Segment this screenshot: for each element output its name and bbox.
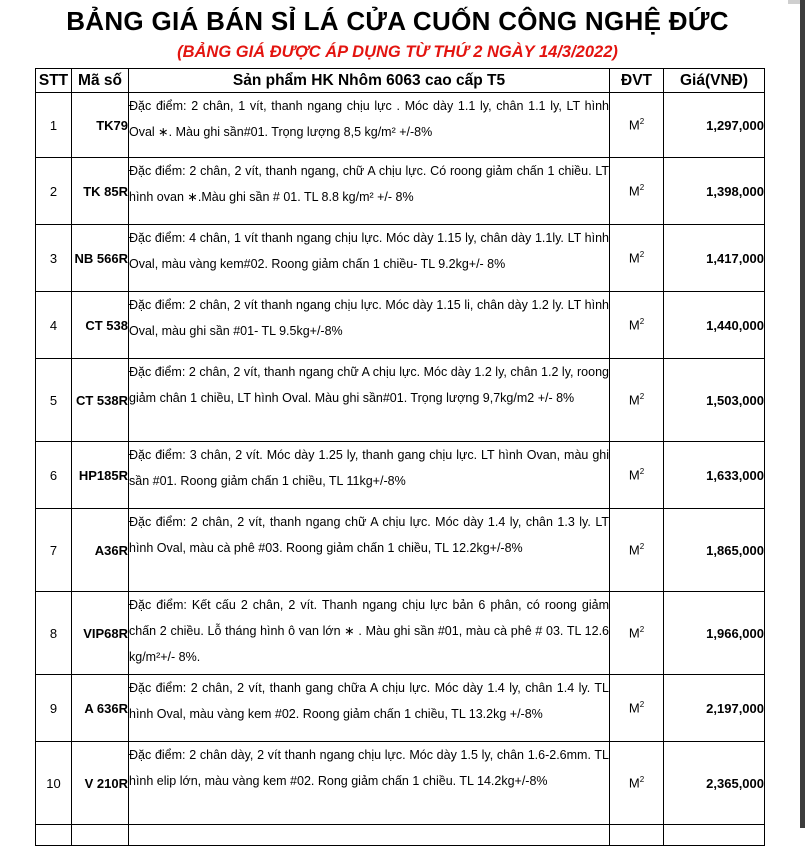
row-unit: $M^2$ (610, 93, 664, 158)
table-row (36, 292, 765, 359)
table-row (36, 675, 765, 742)
row-stt: 9 (36, 675, 72, 742)
row-code: A 636R (72, 675, 129, 742)
page-subtitle: (BẢNG GIÁ ĐƯỢC ÁP DỤNG TỪ THỨ 2 NGÀY 14/3/2022) (177, 43, 618, 61)
row-stt: 2 (36, 158, 72, 225)
header-price: Giá(VNĐ) (664, 69, 765, 93)
table-row (36, 742, 765, 825)
row-code: TK79 (72, 93, 129, 158)
row-unit: $M^2$ (610, 442, 664, 509)
row-description: Đặc điểm: 2 chân, 2 vít, thanh ngang chữ A chịu lực. Móc dày 1.4 ly, chân 1.3 ly. LT hình Oval, màu cà phê #03. Roong giảm chấn 1 chiều, TL 12.2kg+/-8% (129, 509, 610, 592)
header-stt: STT (36, 69, 72, 93)
table-row (36, 225, 765, 292)
row-description: Đặc điểm: 2 chân, 2 vít, thanh ngang chữ A chịu lực. Móc dày 1.2 ly, chân 1.2 ly, roong giảm chân 1 chiều, LT hình Oval. Màu ghi sần#01. Trọng lượng 9,7kg/m2 +/- 8% (129, 359, 610, 442)
row-price: 1,297,000 (664, 93, 765, 158)
table-row (36, 592, 765, 675)
row-unit: $M^2$ (610, 509, 664, 592)
row-code: CT 538 (72, 292, 129, 359)
row-price: 1,503,000 (664, 359, 765, 442)
table-header-row (36, 69, 765, 93)
table-row (36, 442, 765, 509)
row-description: Đặc điểm: 3 chân, 2 vít. Móc dày 1.25 ly, thanh gang chịu lực. LT hình Ovan, màu ghi sần #01. Roong giảm chấn 1 chiều, TL 11kg+/-8% (129, 442, 610, 509)
row-code: VIP68R (72, 592, 129, 675)
row-description: Đặc điểm: 4 chân, 1 vít thanh ngang chịu lực. Móc dày 1.15 ly, chân dày 1.1ly. LT hình Oval, màu vàng kem#02. Roong giảm chấn 1 chiều- TL 9.2kg+/- 8% (129, 225, 610, 292)
page-edge (800, 0, 805, 828)
header-product: Sản phẩm HK Nhôm 6063 cao cấp T5 (129, 69, 610, 93)
header-code: Mã số (72, 69, 129, 93)
row-description: Đặc điểm: 2 chân dày, 2 vít thanh ngang chịu lực. Móc dày 1.5 ly, chân 1.6-2.6mm. TL hình elip lớn, màu vàng kem #02. Rong giảm chấn 1 chiều. TL 14.2kg+/-8% (129, 742, 610, 825)
row-unit: $M^2$ (610, 592, 664, 675)
row-stt: 7 (36, 509, 72, 592)
table-row (36, 509, 765, 592)
page-title: BẢNG GIÁ BÁN SỈ LÁ CỬA CUỐN CÔNG NGHỆ ĐỨC (66, 6, 729, 36)
row-stt: 3 (36, 225, 72, 292)
row-stt: 6 (36, 442, 72, 509)
row-price: 2,365,000 (664, 742, 765, 825)
table-row (36, 359, 765, 442)
row-price: 1,633,000 (664, 442, 765, 509)
row-description: Đặc điểm: 2 chân, 2 vít thanh ngang chịu lực. Móc dày 1.15 li, chân dày 1.2 ly. LT hình Oval, màu ghi sần #01- TL 9.5kg+/-8% (129, 292, 610, 359)
row-stt: 8 (36, 592, 72, 675)
row-description: Đặc điểm: Kết cấu 2 chân, 2 vít. Thanh ngang chịu lực bản 6 phân, có roong giảm chấn 2 chiều. Lỗ tháng hình ô van lớn ∗ . Màu ghi sần #01, màu cà phê # 03. TL 12.6 kg/m²+/- 8%. (129, 592, 610, 675)
header-unit: ĐVT (610, 69, 664, 93)
row-unit: $M^2$ (610, 742, 664, 825)
row-stt: 10 (36, 742, 72, 825)
price-table (35, 68, 765, 846)
table-row (36, 93, 765, 158)
row-description: Đặc điểm: 2 chân, 1 vít, thanh ngang chịu lực . Móc dày 1.1 ly, chân 1.1 ly, LT hình Oval ∗. Màu ghi sần#01. Trọng lượng 8,5 kg/m² +/-8% (129, 93, 610, 158)
row-code: CT 538R (72, 359, 129, 442)
row-price: 1,966,000 (664, 592, 765, 675)
row-stt: 5 (36, 359, 72, 442)
row-code: NB 566R (72, 225, 129, 292)
row-unit: $M^2$ (610, 292, 664, 359)
row-price: 1,398,000 (664, 158, 765, 225)
row-price: 1,440,000 (664, 292, 765, 359)
row-description: Đặc điểm: 2 chân, 2 vít, thanh ngang, chữ A chịu lực. Có roong giảm chấn 1 chiều. LT hình ovan ∗.Màu ghi sần # 01. TL 8.8 kg/m² +/- 8% (129, 158, 610, 225)
row-unit: $M^2$ (610, 225, 664, 292)
row-code: V 210R (72, 742, 129, 825)
table-row (36, 158, 765, 225)
row-unit: $M^2$ (610, 675, 664, 742)
row-stt: 1 (36, 93, 72, 158)
row-description: Đặc điểm: 2 chân, 2 vít, thanh gang chữa A chịu lực. Móc dày 1.4 ly, chân 1.4 ly. TL hình Oval, màu vàng kem #02. Roong giảm chấn 1 chiều, TL 13.2kg +/-8% (129, 675, 610, 742)
row-stt: 4 (36, 292, 72, 359)
row-code: HP185R (72, 442, 129, 509)
row-price: 1,865,000 (664, 509, 765, 592)
row-code: A36R (72, 509, 129, 592)
row-code: TK 85R (72, 158, 129, 225)
row-unit: $M^2$ (610, 158, 664, 225)
page-edge-corner (788, 0, 800, 4)
row-unit: $M^2$ (610, 359, 664, 442)
row-price: 2,197,000 (664, 675, 765, 742)
row-price: 1,417,000 (664, 225, 765, 292)
